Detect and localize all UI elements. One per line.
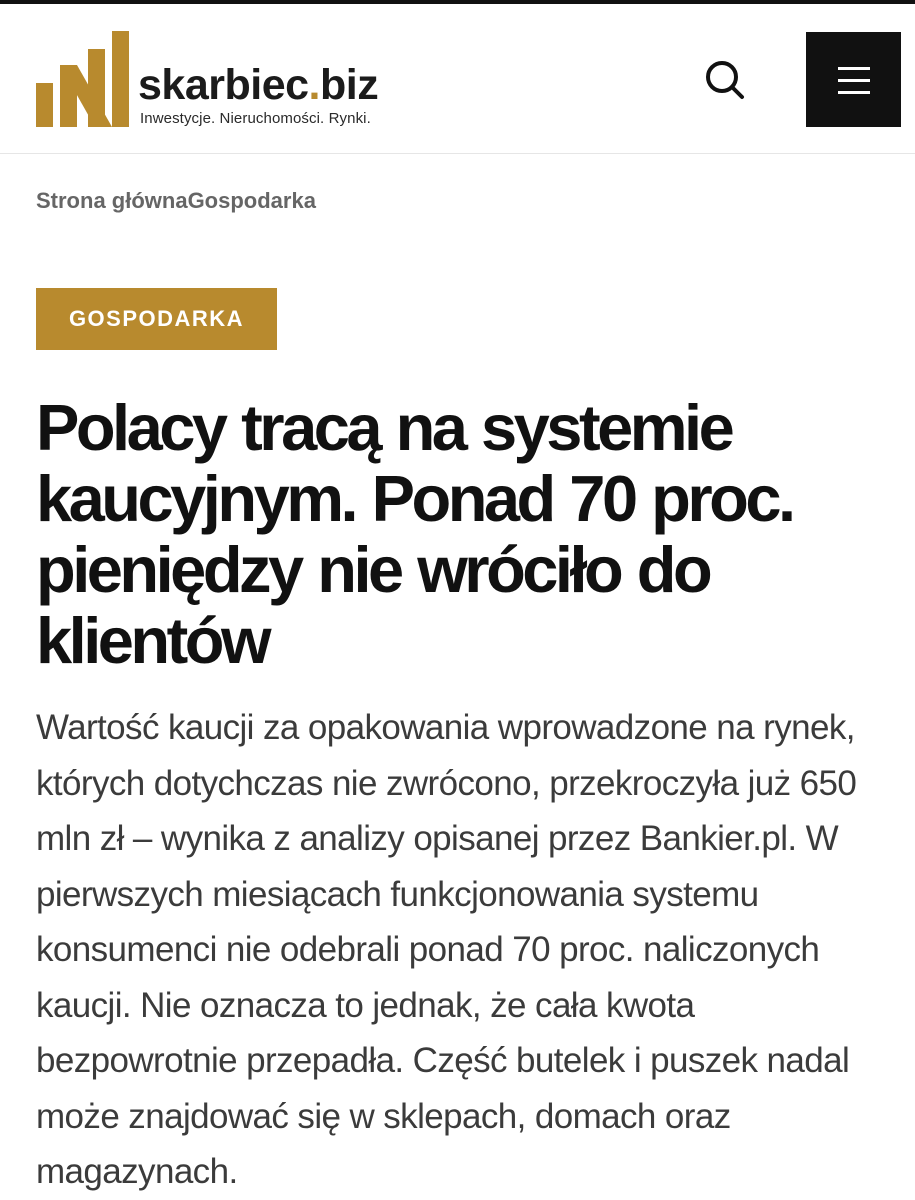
logo-tagline: Inwestycje. Nieruchomości. Rynki. — [140, 110, 371, 127]
search-icon — [700, 56, 748, 104]
hamburger-menu-icon — [838, 91, 870, 94]
menu-button[interactable] — [806, 32, 901, 127]
hamburger-menu-icon — [838, 79, 870, 82]
logo-name: skarbiec — [138, 61, 309, 109]
article-lead: Wartość kaucji za opakowania wprowadzone na rynek, których dotychczas nie zwrócono, przekroczyła już 650 mln zł – wynika z analizy opisanej przez Bankier.pl. W pierwszych miesiącach funkcjonowania systemu konsumenci nie odebrali ponad 70 proc. naliczonych kaucji. Nie oznacza to jednak, że cała kwota bezpowrotnie przepadła. Część butelek i puszek nadal może znajdować się w sklepach, domach oraz magazynach. — [36, 708, 857, 1191]
breadcrumb-section-link[interactable]: Gospodarka — [187, 188, 316, 213]
search-button[interactable] — [700, 56, 748, 104]
logo-wordmark — [138, 63, 378, 107]
breadcrumb — [36, 188, 316, 214]
hamburger-menu-icon — [838, 67, 870, 70]
article-title: Polacy tracą na systemie kaucyjnym. Ponad 70 proc. pieniędzy nie wróciło do klientów — [36, 391, 793, 677]
logo-dot: . — [308, 61, 320, 109]
site-header — [0, 4, 915, 154]
logo-mark-icon — [36, 31, 132, 127]
breadcrumb-home-link[interactable]: Strona główna — [36, 188, 188, 213]
category-badge[interactable]: GOSPODARKA — [36, 288, 277, 350]
logo-tld: biz — [319, 61, 379, 109]
site-logo[interactable] — [36, 31, 436, 131]
